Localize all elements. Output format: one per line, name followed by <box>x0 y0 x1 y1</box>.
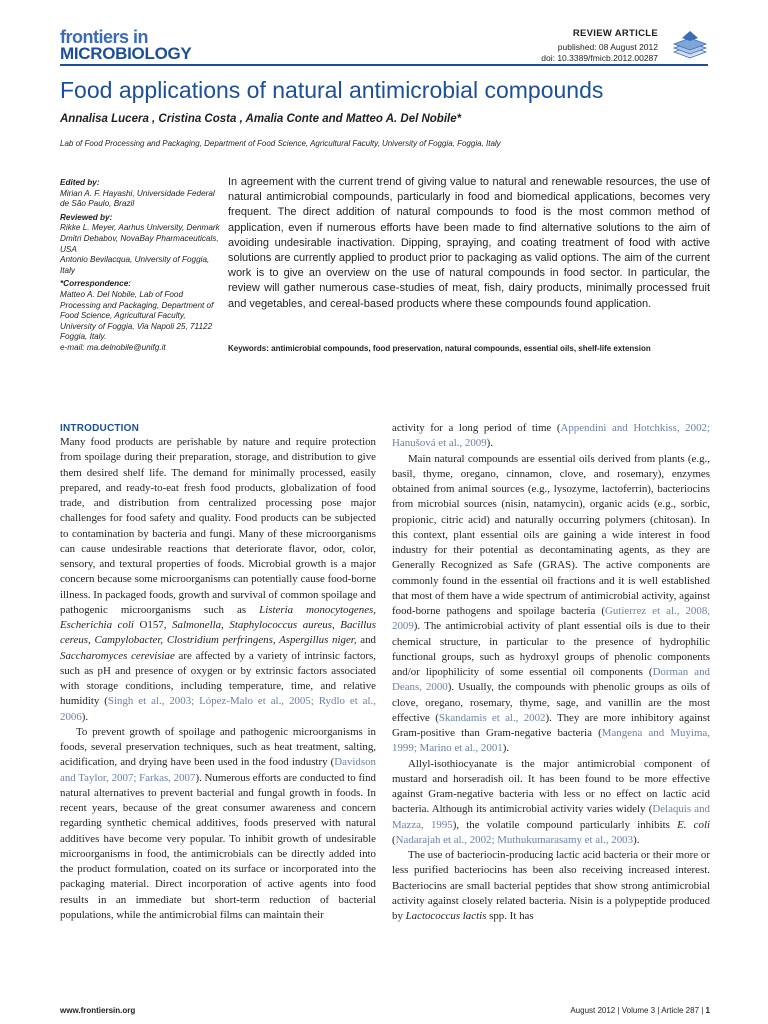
reviewer-3: Antonio Bevilacqua, University of Foggia, Italy <box>60 255 210 275</box>
article-title: Food applications of natural antimicrobial compounds <box>60 77 604 103</box>
abstract: In agreement with the current trend of giving value to natural and renewable resources, the use of natural antimicrobial compounds, particularly in food and biomedical applications, becomes very frequent. The direct addition of natural compounds to food is the most common method of application, even if numerous efforts have been made to find alternative solutions to the aim of avoiding undesirable inactivation. Dipping, spraying, and coating treatment of food with active solutions are currently applied to product prior to packaging as valid options. The aim of the current work is to give an overview on the use of natural compounds in food sector. In particular, the review will gather numerous case-studies of meat, fish, dairy products, minimally processed fruit and vegetables, and cereal-based products where these compounds found application. <box>228 176 710 310</box>
correspondence-address: Matteo A. Del Nobile, Lab of Food Processing and Packaging, Department of Food Science, Agricultural Faculty, University of Foggia, Via Napoli 25, 71122 Foggia, Italy. <box>60 289 214 342</box>
citation-link[interactable]: Mangena and Muyima, 1999; Marino et al., 2001 <box>392 727 710 755</box>
reviewer-2: Dmitri Debabov, NovaBay Pharmaceuticals, USA <box>60 233 219 254</box>
correspondence-email[interactable]: e-mail: ma.delnobile@unifg.it <box>60 342 166 352</box>
paragraph <box>392 421 710 452</box>
article-type-label: REVIEW ARTICLE <box>572 28 658 39</box>
text: Many food products are perishable by nature and require protection from spoilage during their preparation, storage, and distribution to give them desired shelf life. The demand for minimally processed, easily prepared, and ready-to-eat fresh food products, globalization of food trade, and distribution from centralized processing pose major challenges for food safety and quality. Food products can be subjected to contamination by bacteria and fungi. Many of these microorganisms can cause undesirable reactions that deteriorate flavor, odor, color, sensory, and textural properties of foods. Microbial growth is a major concern because some microorganisms can potentially cause food-borne illness. In packaged foods, growth and survival of common spoilage and pathogenic microorganisms such as <box>60 436 376 616</box>
text: ). Numerous efforts are conducted to find natural alternatives to prevent bacterial and fungal growth in foods. In recent years, because of the great consumer awareness and concern regarding synthetic chemical additives, foods preserved with natural additives have become very popular. To inhibit growth of undesirable microorganisms in food, the antimicrobials can be directly added into the product formulation, coated on its surface or incorporated into the packaging material. Direct incorporation of active agents into food results in an immediate but short-term reduction of bacterial populations, while the antimicrobial films can maintain their <box>60 771 376 921</box>
text: The use of bacteriocin-producing lactic acid bacteria or their more or less purified bacteriocins has been also receiving increased interest. Bacteriocins are small bacterial peptides that show strong antimicrobial activity against closely related bacteria. Nisin is a polypeptide produced by <box>392 849 710 922</box>
paragraph <box>392 452 710 757</box>
journal-logo-top: frontiers in <box>60 27 149 47</box>
text: activity for a long period of time ( <box>392 422 561 434</box>
text: Main natural compounds are essential oils derived from plants (e.g., basil, thyme, oregano, cinnamon, clove, and rosemary), enzymes obtained from animal sources (e.g., lysozyme, lactoferrin), bacteriocins from microbial sources (nisin, natamycin), organic acids (e.g., sorbic, propionic, citric acid) and naturally occurring polymers (chitosan). In this context, plant essential oils are gaining a wide interest in food industry for their potential as decontaminating agents, as they are Generally Recognized as Safe (GRAS). The active components are commonly found in the essential oil fractions and it is well established that most of them have a wide spectrum of antimicrobial activity, against food-borne pathogens and spoilage bacteria ( <box>392 452 710 617</box>
reviewed-by-label: Reviewed by: <box>60 212 113 222</box>
author-affiliation: Lab of Food Processing and Packaging, Department of Food Science, Agricultural Faculty, University of Foggia, Foggia, Italy <box>60 139 501 148</box>
paragraph <box>60 435 376 725</box>
text: ( <box>392 833 396 846</box>
text: ). <box>81 710 89 723</box>
correspondence-label: *Correspondence: <box>60 279 131 289</box>
species-name: Listeria monocytogenes, Escherichia coli <box>60 603 376 631</box>
paragraph <box>392 757 710 849</box>
text: ). <box>633 833 640 846</box>
text: are affected by a variety of intrinsic factors, such as pH and presence of oxygen or by extrinsic factors associated with storage conditions, including temperature, time, and relative humidity ( <box>60 649 376 708</box>
text: ). They are more inhibitory against Gram-positive than Gram-negative bacteria ( <box>392 711 710 739</box>
text: Allyl-isothiocyanate is the major antimicrobial component of mustard and horseradish oil. It has been found to be more effective against Gram-negative bacteria with less or no effect on lactic acid bacteria. Although its antimicrobial activity varies widely ( <box>392 757 710 816</box>
citation-link[interactable]: Appendini and Hotchkiss, 2002; Hanušová et al., 2009 <box>392 422 710 450</box>
footer-website-link[interactable]: www.frontiersin.org <box>60 1006 136 1015</box>
author-list: Annalisa Lucera , Cristina Costa , Amalia Conte and Matteo A. Del Nobile* <box>60 113 462 125</box>
journal-logo-bottom: MICROBIOLOGY <box>60 44 192 63</box>
footer-issue-info <box>570 1006 710 1015</box>
text: ). <box>502 742 510 755</box>
citation-link[interactable]: Delaquis and Mazza, 1995 <box>392 803 710 831</box>
doi-link[interactable]: doi: 10.3389/fmicb.2012.00287 <box>541 53 658 63</box>
text: and <box>356 634 376 647</box>
edited-by-label: Edited by: <box>60 178 100 187</box>
section-heading: INTRODUCTION <box>60 423 140 434</box>
issue-text: August 2012 | Volume 3 | Article 287 | <box>570 1006 706 1015</box>
text: spp. It has <box>486 910 534 922</box>
species-name: E. coli <box>677 818 710 831</box>
citation-link[interactable]: Skandamis et al., 2002 <box>438 711 546 724</box>
body-column-right <box>392 421 710 924</box>
text: ). <box>486 437 494 450</box>
species-name: Salmonella, Staphylococcus aureus, Bacillus cereus, Campylobacter, Clostridium perfringens, Aspergillus niger, <box>60 619 376 647</box>
keywords: Keywords: antimicrobial compounds, food preservation, natural compounds, essential oils, shelf-life extension <box>228 344 651 353</box>
species-name: Saccharomyces cerevisiae <box>60 649 175 662</box>
species-name: Lactococcus lactis <box>405 910 487 922</box>
text: ). Usually, the compounds with phenolic groups as oils of clove, oregano, rosemary, thyme, sage, and vanillin are the most effective ( <box>392 681 710 724</box>
edited-by-value: Mirian A. F. Hayashi, Universidade Federal de São Paulo, Brazil <box>60 188 215 209</box>
citation-link[interactable]: Singh et al., 2003; López-Malo et al., 2005; Rydlo et al., 2006 <box>60 695 376 723</box>
citation-link[interactable]: Dorman and Deans, 2000 <box>392 666 710 694</box>
citation-link[interactable]: Davidson and Taylor, 2007; Farkas, 2007 <box>60 756 376 784</box>
paragraph <box>392 848 710 924</box>
text: O157, <box>133 619 173 631</box>
body-column-left <box>60 435 376 923</box>
editorial-sidebar <box>60 178 220 357</box>
published-date: published: 08 August 2012 <box>557 42 658 52</box>
text: To prevent growth of spoilage and pathogenic microorganisms in foods, several preservation techniques, such as heat treatment, salting, acidification, and drying have been used in the food industry ( <box>60 725 376 769</box>
citation-link[interactable]: Nadarajah et al., 2002; Muthukumarasamy et al., 2003 <box>395 833 634 846</box>
text: ), the volatile compound particularly inhibits <box>452 818 678 831</box>
header-divider <box>60 64 708 66</box>
citation-link[interactable]: Gutierrez et al., 2008, 2009 <box>392 605 710 633</box>
stacked-layers-icon <box>672 28 708 62</box>
page-number: 1 <box>705 1006 710 1015</box>
reviewer-1: Rikke L. Meyer, Aarhus University, Denmark <box>60 223 220 233</box>
paragraph <box>60 725 376 923</box>
text: ). The antimicrobial activity of plant essential oils is due to their chemical structure, in particular to the presence of hydrophilic functional groups, such as hydroxyl groups of phenolic components and/or lipophilicity of some essential oil components ( <box>392 620 710 678</box>
